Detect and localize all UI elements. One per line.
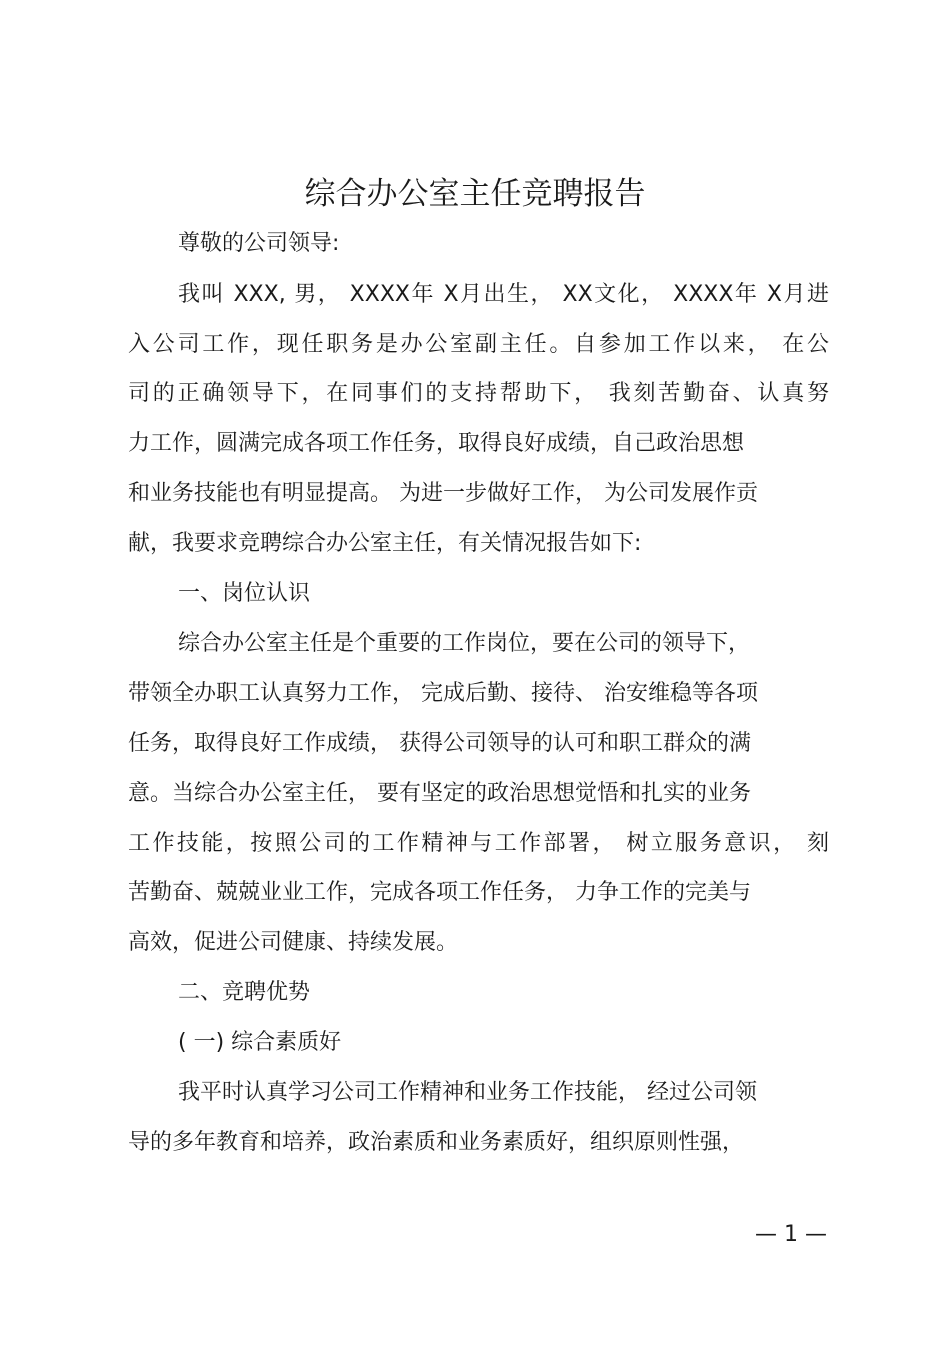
body-line: 司的正确领导下，在同事们的支持帮助下， 我刻苦勤奋、认真努: [128, 381, 829, 406]
body-line: 高效，促进公司健康、持续发展。: [128, 930, 459, 955]
body-line: 入公司工作，现任职务是办公室副主任。自参加工作以来， 在公: [128, 332, 829, 357]
body-line: 力工作，圆满完成各项工作任务，取得良好成绩，自己政治思想: [128, 431, 745, 456]
body-line: 意。当综合办公室主任， 要有坚定的政治思想觉悟和扎实的业务: [128, 781, 751, 806]
body-line: 综合办公室主任是个重要的工作岗位，要在公司的领导下，: [178, 631, 751, 656]
body-line: 献，我要求竞聘综合办公室主任，有关情况报告如下:: [128, 531, 642, 556]
document-title: 综合办公室主任竞聘报告: [304, 176, 646, 212]
body-line: 任务，取得良好工作成绩， 获得公司领导的认可和职工群众的满: [128, 731, 751, 756]
body-line: 导的多年教育和培养，政治素质和业务素质好，组织原则性强，: [128, 1130, 745, 1155]
subsection-heading: ( 一) 综合素质好: [178, 1030, 342, 1055]
body-line: 我叫 XXX, 男， XXXX年 X月出生， XX文化， XXXX年 X月进: [178, 282, 829, 307]
body-line: 和业务技能也有明显提高。 为进一步做好工作， 为公司发展作贡: [128, 481, 758, 506]
section-heading: 一、岗位认识: [178, 581, 311, 606]
page-number: — 1 —: [755, 1222, 827, 1247]
body-line: 工作技能，按照公司的工作精神与工作部署， 树立服务意识， 刻: [128, 831, 829, 856]
section-heading: 二、竞聘优势: [178, 980, 311, 1005]
body-line: 苦勤奋、兢兢业业工作，完成各项工作任务， 力争工作的完美与: [128, 880, 751, 905]
salutation: 尊敬的公司领导:: [178, 231, 340, 256]
body-line: 我平时认真学习公司工作精神和业务工作技能， 经过公司领: [178, 1080, 757, 1105]
body-line: 带领全办职工认真努力工作， 完成后勤、接待、 治安维稳等各项: [128, 681, 758, 706]
